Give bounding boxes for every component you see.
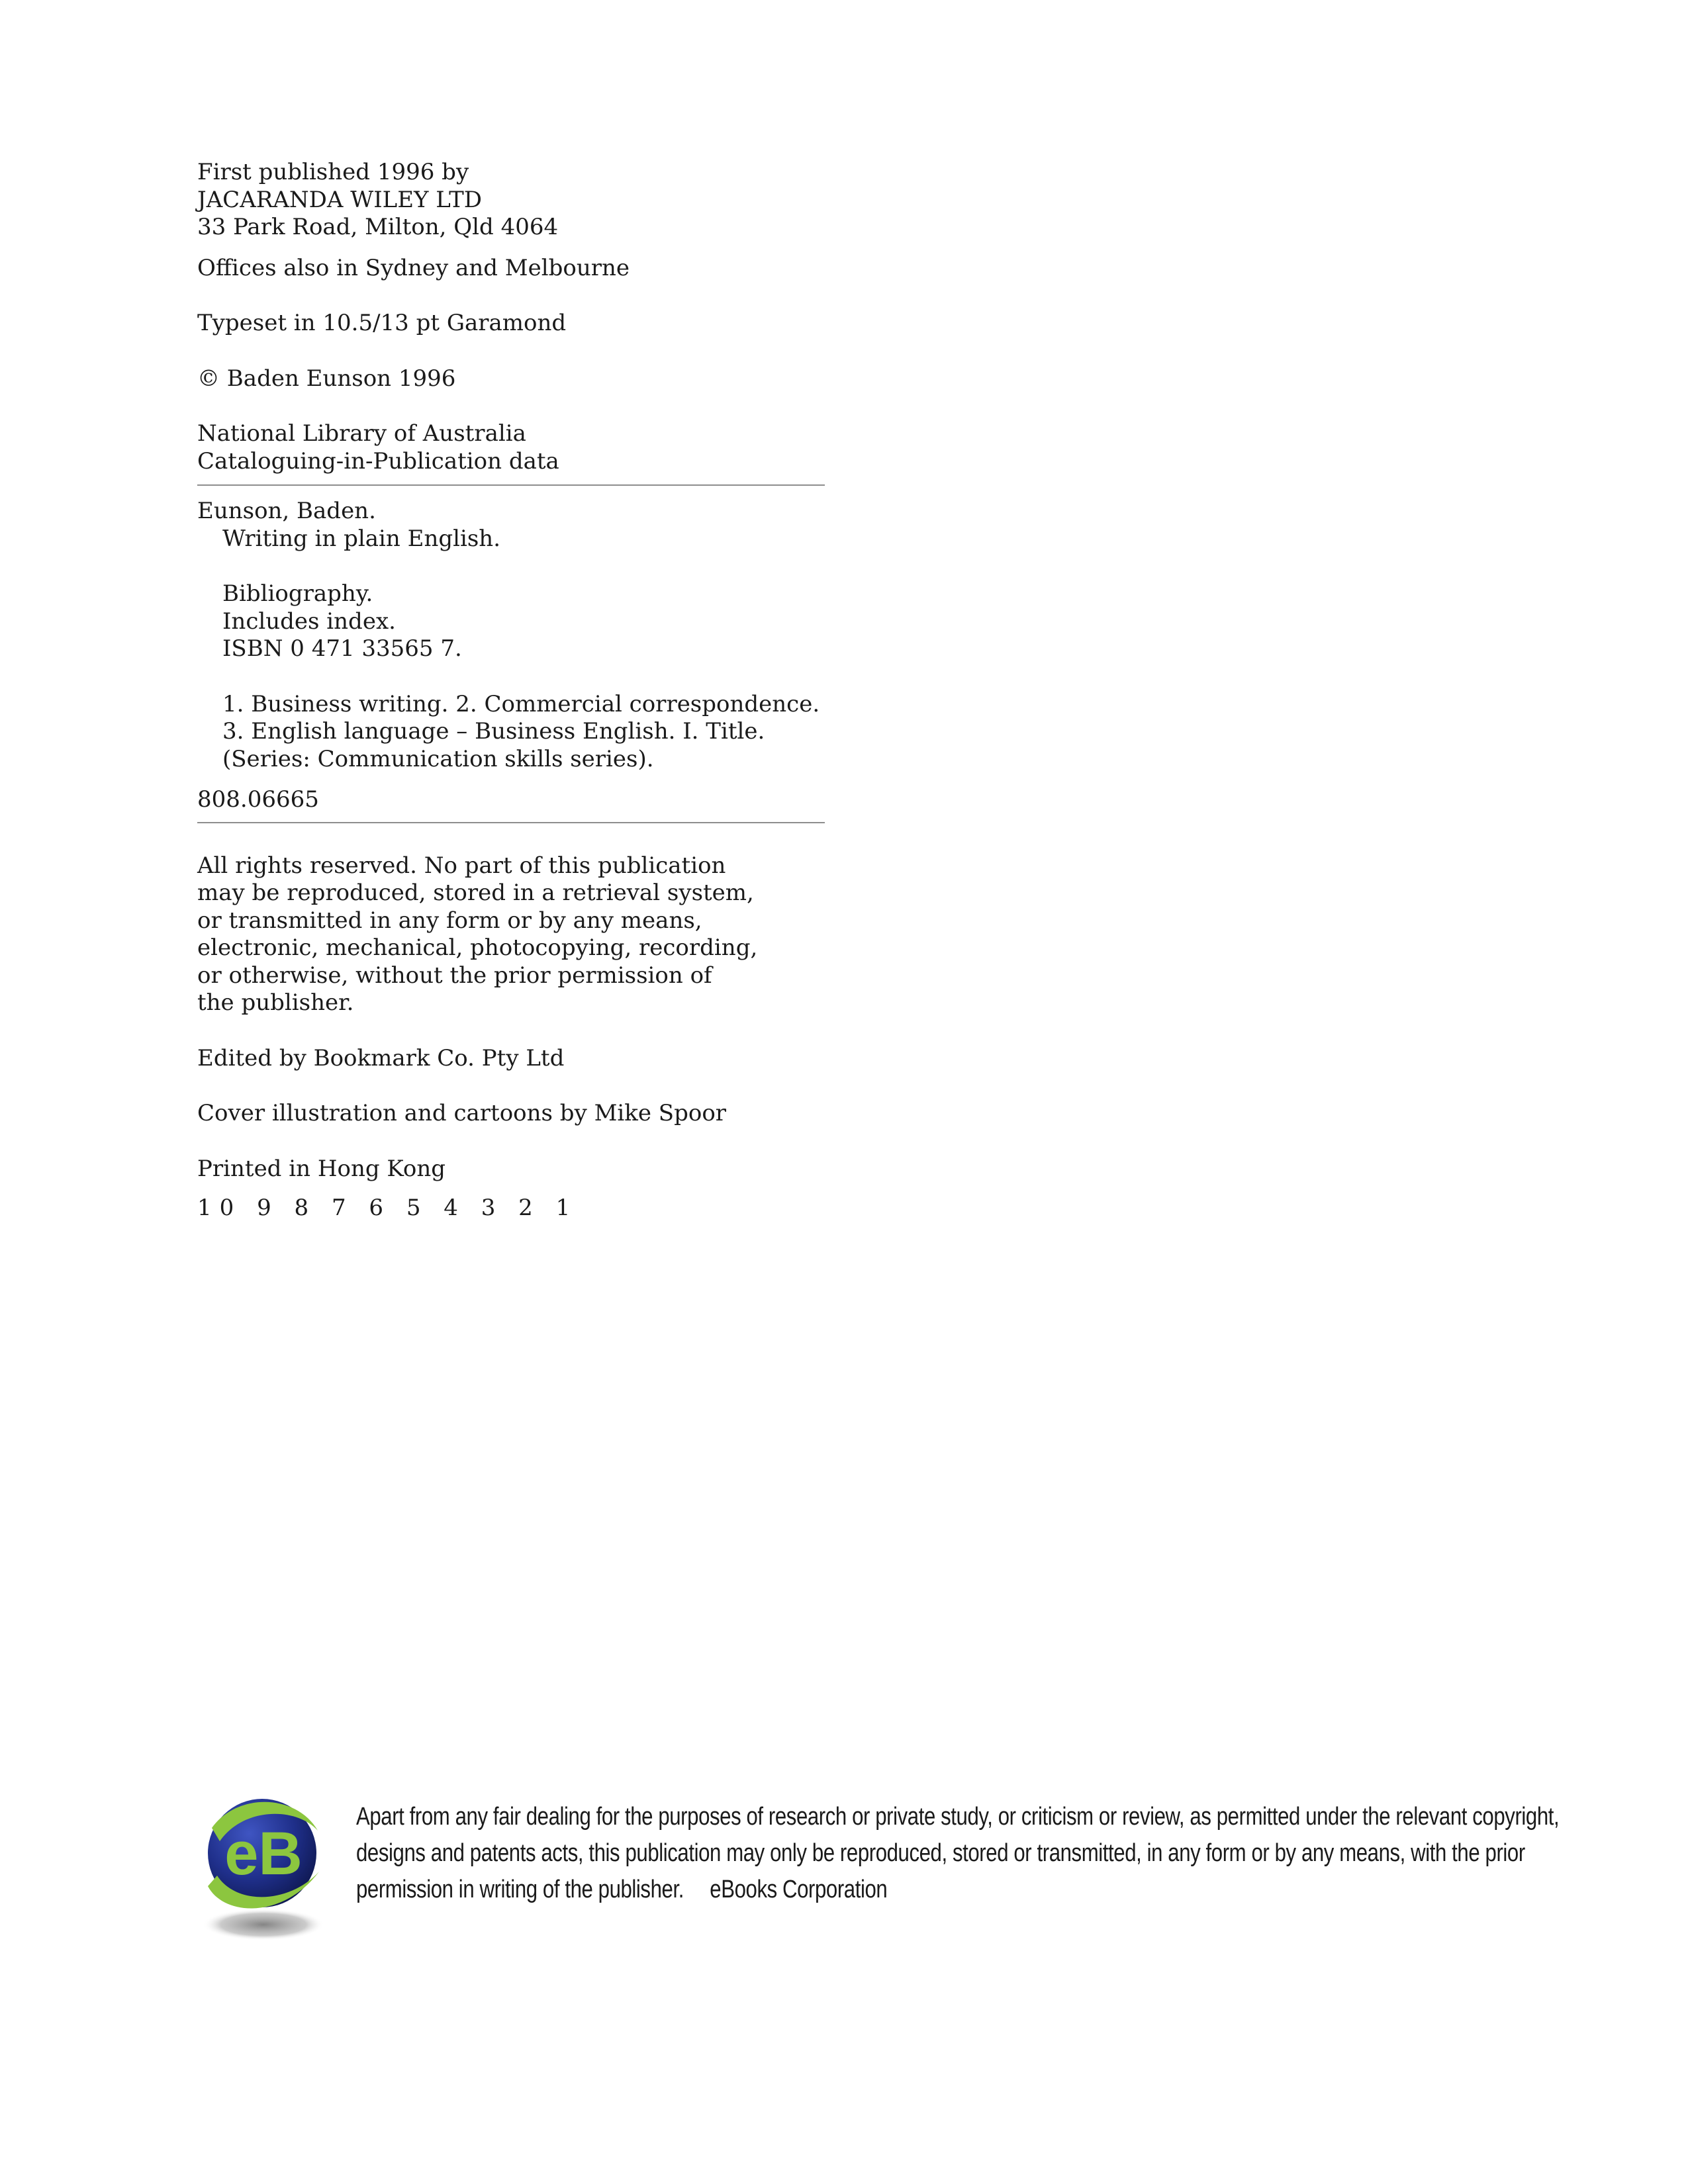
typeset-line: Typeset in 10.5/13 pt Garamond xyxy=(197,310,567,336)
cip-heading-line-1: National Library of Australia xyxy=(197,420,526,447)
cip-heading xyxy=(197,420,833,475)
rights-line: or otherwise, without the prior permission of xyxy=(197,962,712,989)
cip-bottom-rule xyxy=(197,822,825,823)
cip-top-rule xyxy=(197,484,825,486)
cip-series: (Series: Communication skills series). xyxy=(222,745,654,772)
cip-subject: 3. English language – Business English. I. Title. xyxy=(222,718,765,745)
rights-line: or transmitted in any form or by any means, xyxy=(197,907,702,934)
ebook-footer xyxy=(197,1787,1560,1959)
cip-title: Writing in plain English. xyxy=(222,525,501,552)
logo-shadow xyxy=(203,1909,324,1940)
ebooks-corporation-label: eBooks Corporation xyxy=(710,1876,888,1903)
cip-subject: 1. Business writing. 2. Commercial correspondence. xyxy=(222,690,820,717)
publisher-block xyxy=(197,159,833,242)
cip-record xyxy=(197,498,833,814)
notice-line: designs and patents acts, this publication may only be reproduced, stored or transmitted, in any form or by any means, with the prior xyxy=(356,1839,1525,1867)
copyright-line: © Baden Eunson 1996 xyxy=(197,365,456,392)
rights-line: All rights reserved. No part of this publication xyxy=(197,852,726,879)
cip-author: Eunson, Baden. xyxy=(197,498,376,524)
edited-by-line: Edited by Bookmark Co. Pty Ltd xyxy=(197,1044,565,1071)
rights-statement xyxy=(197,852,833,1017)
first-published-line: First published 1996 by xyxy=(197,159,469,185)
cip-subjects xyxy=(197,691,833,774)
cip-isbn: ISBN 0 471 33565 7. xyxy=(222,635,462,662)
notice-line-last xyxy=(356,1872,1306,1908)
cip-notes xyxy=(197,580,833,663)
cover-credit-line: Cover illustration and cartoons by Mike Spoor xyxy=(197,1100,727,1126)
notice-text: permission in writing of the publisher. xyxy=(356,1876,684,1903)
cip-classification: 808.06665 xyxy=(197,786,319,813)
ebooks-logo-icon xyxy=(197,1787,330,1946)
cip-note: Bibliography. xyxy=(222,580,373,607)
offices-line: Offices also in Sydney and Melbourne xyxy=(197,254,630,281)
printed-in-line: Printed in Hong Kong xyxy=(197,1155,446,1182)
notice-line: Apart from any fair dealing for the purposes of research or private study, or criticism or review, as permitted under the relevant copyright, xyxy=(356,1803,1560,1831)
rights-line: electronic, mechanical, photocopying, recording, xyxy=(197,934,758,961)
rights-line: may be reproduced, stored in a retrieval system, xyxy=(197,880,754,906)
print-number-line: 10 9 8 7 6 5 4 3 2 1 xyxy=(197,1195,579,1221)
publisher-address: 33 Park Road, Milton, Qld 4064 xyxy=(197,214,559,240)
cip-note: Includes index. xyxy=(222,608,396,635)
imprint-page xyxy=(197,159,833,1222)
cip-heading-line-2: Cataloguing-in-Publication data xyxy=(197,447,559,475)
rights-line: the publisher. xyxy=(197,989,354,1016)
publisher-name: JACARANDA WILEY LTD xyxy=(197,186,483,213)
ebook-copyright-notice xyxy=(356,1799,1560,1908)
logo-lettering: eB xyxy=(224,1820,303,1888)
